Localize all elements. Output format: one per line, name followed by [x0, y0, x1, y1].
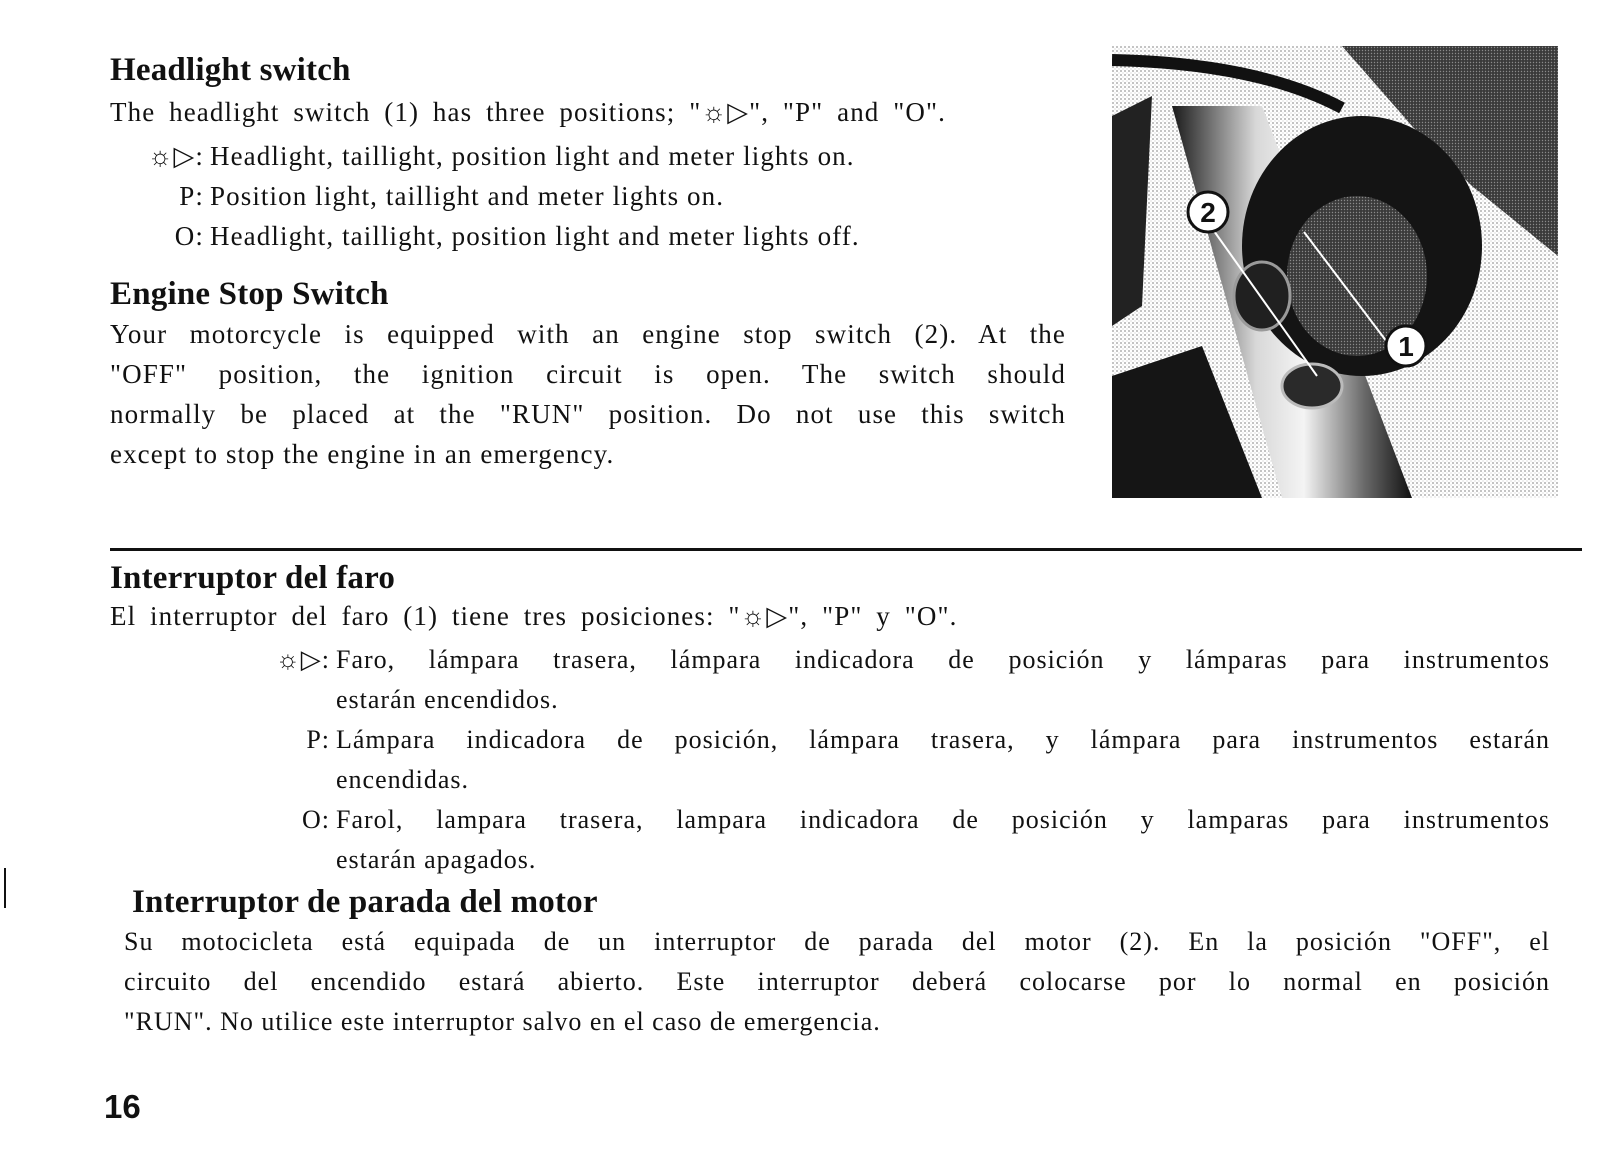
paragraph-line: Faro, lámpara trasera, lámpara indicadora de posición y lámparas para instrumentos	[336, 645, 1550, 674]
paragraph-line: estarán apagados.	[336, 845, 537, 874]
position-text-off: Headlight, taillight, position light and meter lights off.	[210, 221, 860, 251]
parada-paragraph	[124, 922, 1550, 1042]
position-text-p: Position light, taillight and meter lights on.	[210, 181, 725, 211]
list-item	[260, 800, 1550, 880]
paragraph-line: encendidas.	[336, 765, 470, 794]
posicion-text-p	[336, 720, 1550, 800]
engine-stop-paragraph	[110, 314, 1066, 474]
headlight-switch-intro: The headlight switch (1) has three positions; "☼▷", "P" and "O".	[110, 97, 946, 127]
paragraph-line: Su motocicleta está equipada de un interruptor de parada del motor (2). En la posición "OFF", el	[124, 927, 1550, 956]
handlebar-switch-photo	[1112, 46, 1558, 498]
list-item	[110, 176, 860, 216]
posicion-key-p: P:	[306, 725, 330, 754]
posicion-text-on	[336, 640, 1550, 720]
posicion-key-on: ☼▷:	[275, 645, 330, 674]
paragraph-line: Your motorcycle is equipped with an engine stop switch (2). At the	[110, 319, 1066, 349]
paragraph-line: circuito del encendido estará abierto. Este interruptor deberá colocarse por lo normal en posición	[124, 967, 1550, 996]
list-item	[260, 720, 1550, 800]
faro-positions-list	[260, 640, 1550, 880]
engine-stop-switch-heading: Engine Stop Switch	[110, 276, 389, 312]
callout-1-label: 1	[1398, 331, 1414, 362]
list-item	[110, 216, 860, 256]
posicion-key-off: O:	[302, 805, 330, 834]
paragraph-line: estarán encendidos.	[336, 685, 559, 714]
paragraph-line: normally be placed at the "RUN" position. Do not use this switch	[110, 399, 1066, 429]
list-item	[260, 640, 1550, 720]
page-number: 16	[104, 1088, 141, 1125]
posicion-text-off	[336, 800, 1550, 880]
margin-mark	[4, 868, 6, 908]
position-key-off: O:	[174, 221, 204, 251]
paragraph-line: "OFF" position, the ignition circuit is open. The switch should	[110, 359, 1066, 389]
paragraph-line: except to stop the engine in an emergency.	[110, 439, 615, 469]
headlight-switch-heading: Headlight switch	[110, 52, 351, 88]
list-item	[110, 136, 860, 176]
headlight-positions-list	[110, 136, 860, 256]
paragraph-line: "RUN". No utilice este interruptor salvo en el caso de emergencia.	[124, 1007, 881, 1036]
position-key-p: P:	[179, 181, 204, 211]
callout-2	[1188, 192, 1228, 232]
section-divider	[110, 548, 1582, 551]
callout-2-label: 2	[1200, 197, 1216, 228]
callout-1	[1386, 326, 1426, 366]
interruptor-faro-heading: Interruptor del faro	[110, 560, 396, 596]
paragraph-line: Farol, lampara trasera, lampara indicadora de posición y lamparas para instrumentos	[336, 805, 1550, 834]
interruptor-parada-heading: Interruptor de parada del motor	[132, 884, 598, 920]
interruptor-faro-intro: El interruptor del faro (1) tiene tres posiciones: "☼▷", "P" y "O".	[110, 601, 958, 631]
position-key-on: ☼▷:	[147, 141, 204, 171]
position-text-on: Headlight, taillight, position light and meter lights on.	[210, 141, 855, 171]
paragraph-line: Lámpara indicadora de posición, lámpara trasera, y lámpara para instrumentos estarán	[336, 725, 1550, 754]
